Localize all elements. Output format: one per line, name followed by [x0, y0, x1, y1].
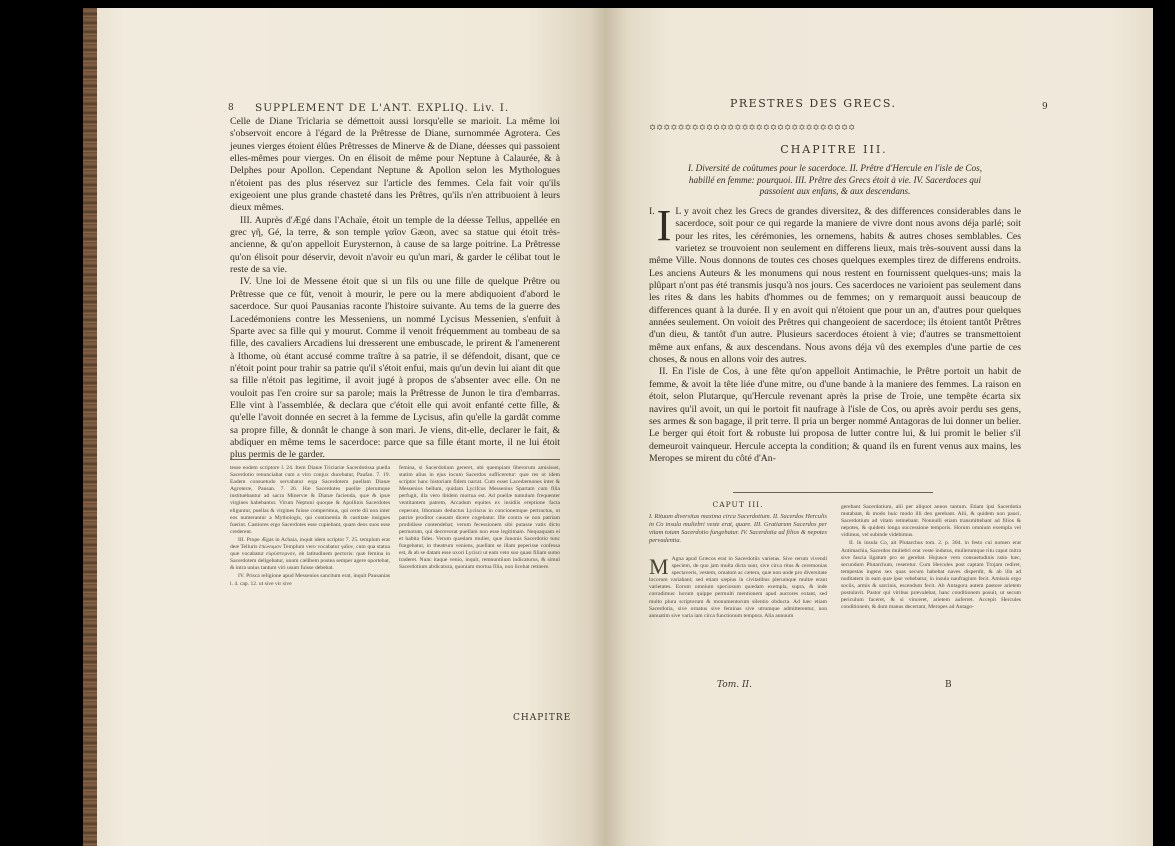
left-latin-column-1: [230, 465, 390, 589]
right-latin-column-2: [841, 504, 1021, 612]
right-page-number: 9: [1042, 102, 1048, 112]
left-page: [83, 8, 605, 846]
right-body-text: [649, 201, 1021, 465]
chapter-summary: I. Diversité de coûtumes pour le sacerdoce. II. Prêtre d'Hercule en l'isle de Cos, habillé en femme: pourquoi. III. Prêtre des Grecs étoit à vie. IV. Sacerdoces qui passoient aux enfans, & aux descendans.: [687, 163, 983, 196]
signature-volume: Tom. II.: [717, 680, 752, 690]
book-binding-edge: [83, 8, 97, 846]
left-page-number: 8: [228, 103, 234, 113]
footnote-rule: [230, 459, 560, 460]
right-latin-column-1: [649, 556, 827, 621]
right-running-head: PRESTRES DES GRECS.: [730, 97, 897, 110]
left-latin-column-2: [399, 465, 560, 572]
left-body-text: [230, 116, 560, 462]
latin-chapter-heading: CAPUT III.: [712, 500, 764, 509]
latin-note-3: IV. Prisca religione apud Messenios sancitum erat, inquit Pausanias l. 4. cap. 12. ut sive vir sive: [230, 573, 390, 587]
drop-cap-initial: I: [656, 201, 672, 250]
right-paragraph-2: II. En l'isle de Cos, à une fête qu'on appelloit Antimachie, le Prêtre portoit un habit de femme, & avoit la tête liée d'une mitre, ou d'une bande à la maniere des femmes. La raison en étoit, selon Plutarque, qu'Hercule revenant après la prise de Troie, une tempête écarta six navires qu'il avoit, un qui le portoit fit naufrage à l'isle de Cos, ou après avoir perdu ses gens, ses armes & son bagage, il prit terre. Il pria un berger nommé Antagoras de lui donner un belier. Le berger qui étoit fort & robuste lui proposa de lutter contre lui, & lui promit le belier s'il demeuroit vainqueur. Hercule accepta la condition; & quand ils en furent venus aux mains, les Meropes se mirent du côté d'An-: [649, 366, 1021, 464]
chapter-title: CHAPITRE III.: [780, 143, 888, 156]
left-running-head: SUPPLEMENT DE L'ANT. EXPLIQ. Liv. I.: [255, 102, 510, 114]
left-paragraph-2: III. Auprès d'Ægé dans l'Achaïe, étoit un temple de la déesse Tellus, appellée en grec γῆ, Gé, la terre, & son temple γαῖον Gæon, avec sa statue qui étoit très-ancienne, & qu'on appelloit Eurysternon, à cause de sa large poitrine. La Prêtresse qu'on élisoit pour déservir, devoit n'avoir eu qu'un mari, & garder le célibat tout le reste de sa vie.: [230, 214, 560, 276]
left-paragraph-3: IV. Une loi de Messene étoit que si un fils ou une fille de quelque Prêtre ou Prêtresse que ce fût, venoit à mourir, le pere ou la mere abdiquoient d'abord le sacerdoce. Sur quoi Pausanias raconte l'histoire suivante. Au tems de la guerre des Lacedémoniens contre les Messeniens, un nommé Lycisus Messenien, s'enfuit à Sparte avec sa fille qui y mourut. Comme il venoit fréquemment au tombeau de sa fille, des cavaliers Arcadiens lui dresserent une embuscade, le prirent & l'amenerent à Ithome, où étant accusé comme traître à sa patrie, il se défendoit, disant, que ce n'étoit point pour trahir sa patrie qu'il s'étoit enfui, mais qu'un devin lui aïant dit que sa fille n'étoit pas legitime, il avoit jugé à propos de s'absenter avec elle. On ne vouloit pas l'en croire sur sa parole; mais la Prêtresse de Junon le tira d'embarras. Elle vint à l'assemblée, & declara que c'étoit elle qui avoit enfanté cette fille, & qu'elle l'avoit donnée en secret à la femme de Lycisus, afin qu'elle la gardât comme sa propre fille, & donnât le change à son mari. Je viens, dit-elle, declarer le fait, & abdiquer en même tems le sacerdoce: parce que sa fille étant morte, il ne lui étoit plus permis de le garder.: [230, 276, 560, 461]
right-paragraph-1-text: L y avoit chez les Grecs de grandes diversitez, & des differences considerables dans le sacerdoce, soit pour ce qui regarde la maniere de vivre dont nous avons déja parlé; soit pour les rites, les cérémonies, les ornemens, habits & autres choses semblables. Ces varietez se trouvoient non seulement en differens lieux, mais très-souvent aussi dans la même Ville. Nous donnons de toutes ces choses quelques exemples tirez de differens endroits. Les anciens Auteurs & les monumens qui nous restent en fournissent quelques-uns; mais la plûpart n'ont pas été transmis jusqu'à nos jours. Ces sacerdoces ne varioient pas seulement dans les rites & dans les habits d'hommes ou de femmes; on y remarquoit aussi beaucoup de differences quant à la durée. Il y en avoit qui n'étoient que pour un an, d'autres pour quelques années seulement. On voioit des Prêtres qui changeoient de sacerdoce; ils étoient tantôt Prêtres d'un dieu, & tantôt d'un autre. Plusieurs sacerdoces étoient à vie; d'autres se transmettoient même aux enfans, & aux descendans. Nous avons déja vû des exemples d'une partie de ces choses, & nous en allons voir des autres.: [649, 206, 1021, 366]
latin-para-2: gerebant Sacerdotium, alii per aliquot annos tantum. Etiam ipsi Sacerdotia mutabant, & modo huic modo illi deo gerebant. Alii, & quidem non pauci, Sacerdotium ad vitam retinebant. Nonnulli etiam transmittebant ad filios & nepotes, & quidem longa successione temporis. Horum omnium exempla vel vidimus, vel subinde videbimus.: [841, 504, 1021, 539]
latin-note-1: tesse eodem scriptore l. 24. Item Dianæ Triclariæ Sacerdotissa puella Sacerdotio renunciabat cum a viro conjux ducebatur, Paufan. 7. 19. Eadem consuetudo servabatur erga Sacerdotem puellam Dianæ Agroteræ, Pausan. 7. 26. Hæ Sacerdotes puellæ plerumque instituebantur ad sacra Minervæ & Dianæ facienda, quæ & ipsæ virgines habebantur. Virum Neptuni quoque & Apollinis Sacerdotes eliguntur, puellas & virgines fuisse comperimus, qui certe dii non inter eos numerantur a Mythologis, qui continentia & castitate insignes fuerint. Castiores ergo Sacerdotes esse cupiebant, quam deos suos esse crederent.: [230, 465, 390, 535]
latin-para-3: II. In insula Co, ait Plutarchus tom. 2. p. 304. in festo cui nomen erat Antimachia, Sacerdos muliebri erat veste indutus, mulierumque ritu caput mitra sive fascia ligatum pro se gerebat. Hujusce vero consuetudinis ratio hæc, secundum Plutarchum, reseretur. Cum Hercules post captam Trojam rediret, tempestas ingens sex quas secum habebat naves disperdit, & ab illa ad nuditatem in eam quæ ipse vehebatur, in insula naufragium fecit. Amissis ergo sociis, armis & sarcinis, escendum fecit. Ab Antagora autem pastore arietem postulavit. Pastor qui viribus prævalebat, hanc conditionem posuit, ut secum periculum faceret, & si vinceret, arietem auferret. Accepit Hercules conditionem, & dum manus decertant, Meropes ad Antago-: [841, 540, 1021, 611]
right-page: [605, 8, 1153, 846]
latin-para-1-text: Agna apud Græcos erat in Sacerdotiis varietas. Sive rerum vivendi speciem, de quo jam multa dicta sunt, sive circa ritus & ceremonias spectaveris, vestem, ornatum ac cætera, quæ non unde pro diversitate locorum variabant; sed etiam sæpius in civitatibus plerumque multæ erant varietates. Eorum omnium speciosum quædam exempla, supra, & inde corradimus: horum quippe permulti mentionem apud auctores extant, sed multo plura scriptorum & monumentorum silentio obducta. Ad hæc etiam Sacerdotia, sive ornatus sive feminas sive utrumque admitterentur, non annuatim sive varia iam circa functionum tempora. Alia annuum: [649, 556, 827, 619]
left-paragraph-1: Celle de Diane Triclaria se démettoit aussi lorsqu'elle se marioit. La même loi s'observoit encore à l'égard de la Prêtresse de Diane, surnommée Agrotera. Ces jeunes vierges étoient élûes Prêtresses de Minerve & de Diane, déesses qui passoient elles-mêmes pour vierges. On en élisoit de même pour Neptune à Calaurée, & à Delphes pour Apollon. Cependant Neptune & Apollon selon les Mythologues n'étoient pas des plus réservez sur l'article des femmes. Cela fait voir qu'ils exigeoient une plus grande chasteté dans les Prêtres, qu'ils n'en attribuoient à leurs dieux mêmes.: [230, 116, 560, 214]
latin-note-2: III. Prope Ægas in Achaia, inquit idem scriptor 7. 25. templum erat deæ Telluris ἐπώνυμον Templum vero vocabatur γαῖον, cum qua statua quæ vocabatur εὐρύστερνον, ob latitudinem pectoris: quæ femina in Sacerdotem deligebatur, unum cælibem postea semper agere oportebat, & intra unius tantum viri usum fuisse debebat.: [230, 536, 390, 572]
catchword: CHAPITRE: [513, 713, 572, 723]
latin-para-1: [649, 556, 827, 620]
printers-ornament-band: ꙳꙳꙳꙳꙳꙳꙳꙳꙳꙳꙳꙳꙳꙳꙳꙳꙳꙳꙳꙳꙳꙳꙳꙳꙳꙳꙳꙳꙳: [649, 123, 856, 136]
right-paragraph-1: [649, 201, 1021, 366]
latin-drop-cap: M: [649, 554, 669, 579]
book-spread: [83, 8, 1153, 846]
latin-note-4: femina, si Sacerdotium gereret, ubi quempiam liberorum amisisset, statim alius in ejus locum Sacerdos sufficeretur: quæ res ut idem scriptor hanc historiam fidem narrat. Cum esset Lacedæmones inter & Messenios bellum, quidam Lycifcus Messenius Spartam cum filia perfugit, illa vero ibidem mortua est. Ad puellæ tumulum frequenter ventitantem patrem, Arcadum equites ex insidiis ereptione facta ceperunt, Ithomam deductus Lyciscus in concionemque pertractus, ut patriæ proditor causam dicere cogebatur. Ille contra se non patriam prodidisse contendebat; verum fecessionem sibi putasse vatis dicto permotum, qui decreverat puellam non esse legitimam. Nequaquam ei et habita fides. Verum quædam mulier, quæ Junonis Sacerdotio tunc fungebatur, in theatrum veniens, puellam se illam peperisse confessa est, & ab se datam esse uxori Lycisci ut eam veto suo quasi filiam sumo traderet. Nunc itaque venio, inquit, remnuntiium indicaturus, & simul Sacerdotium abdicatura, quoniam mortua filia, non licebat retinere.: [399, 465, 560, 571]
latin-summary: I. Rituum diversitas maxima circa Sacerdotium. II. Sacerdos Herculis in Co insula muliebri veste erat, quare. III. Gratiarum Sacerdos per vitam totam Sacerdotio fungebatur. IV. Sacerdotia ad filios & nepotes pervadentia.: [649, 513, 827, 544]
paragraph-label: I.: [649, 206, 655, 217]
right-footnote-rule: [733, 492, 933, 493]
signature-letter: B: [945, 680, 952, 690]
